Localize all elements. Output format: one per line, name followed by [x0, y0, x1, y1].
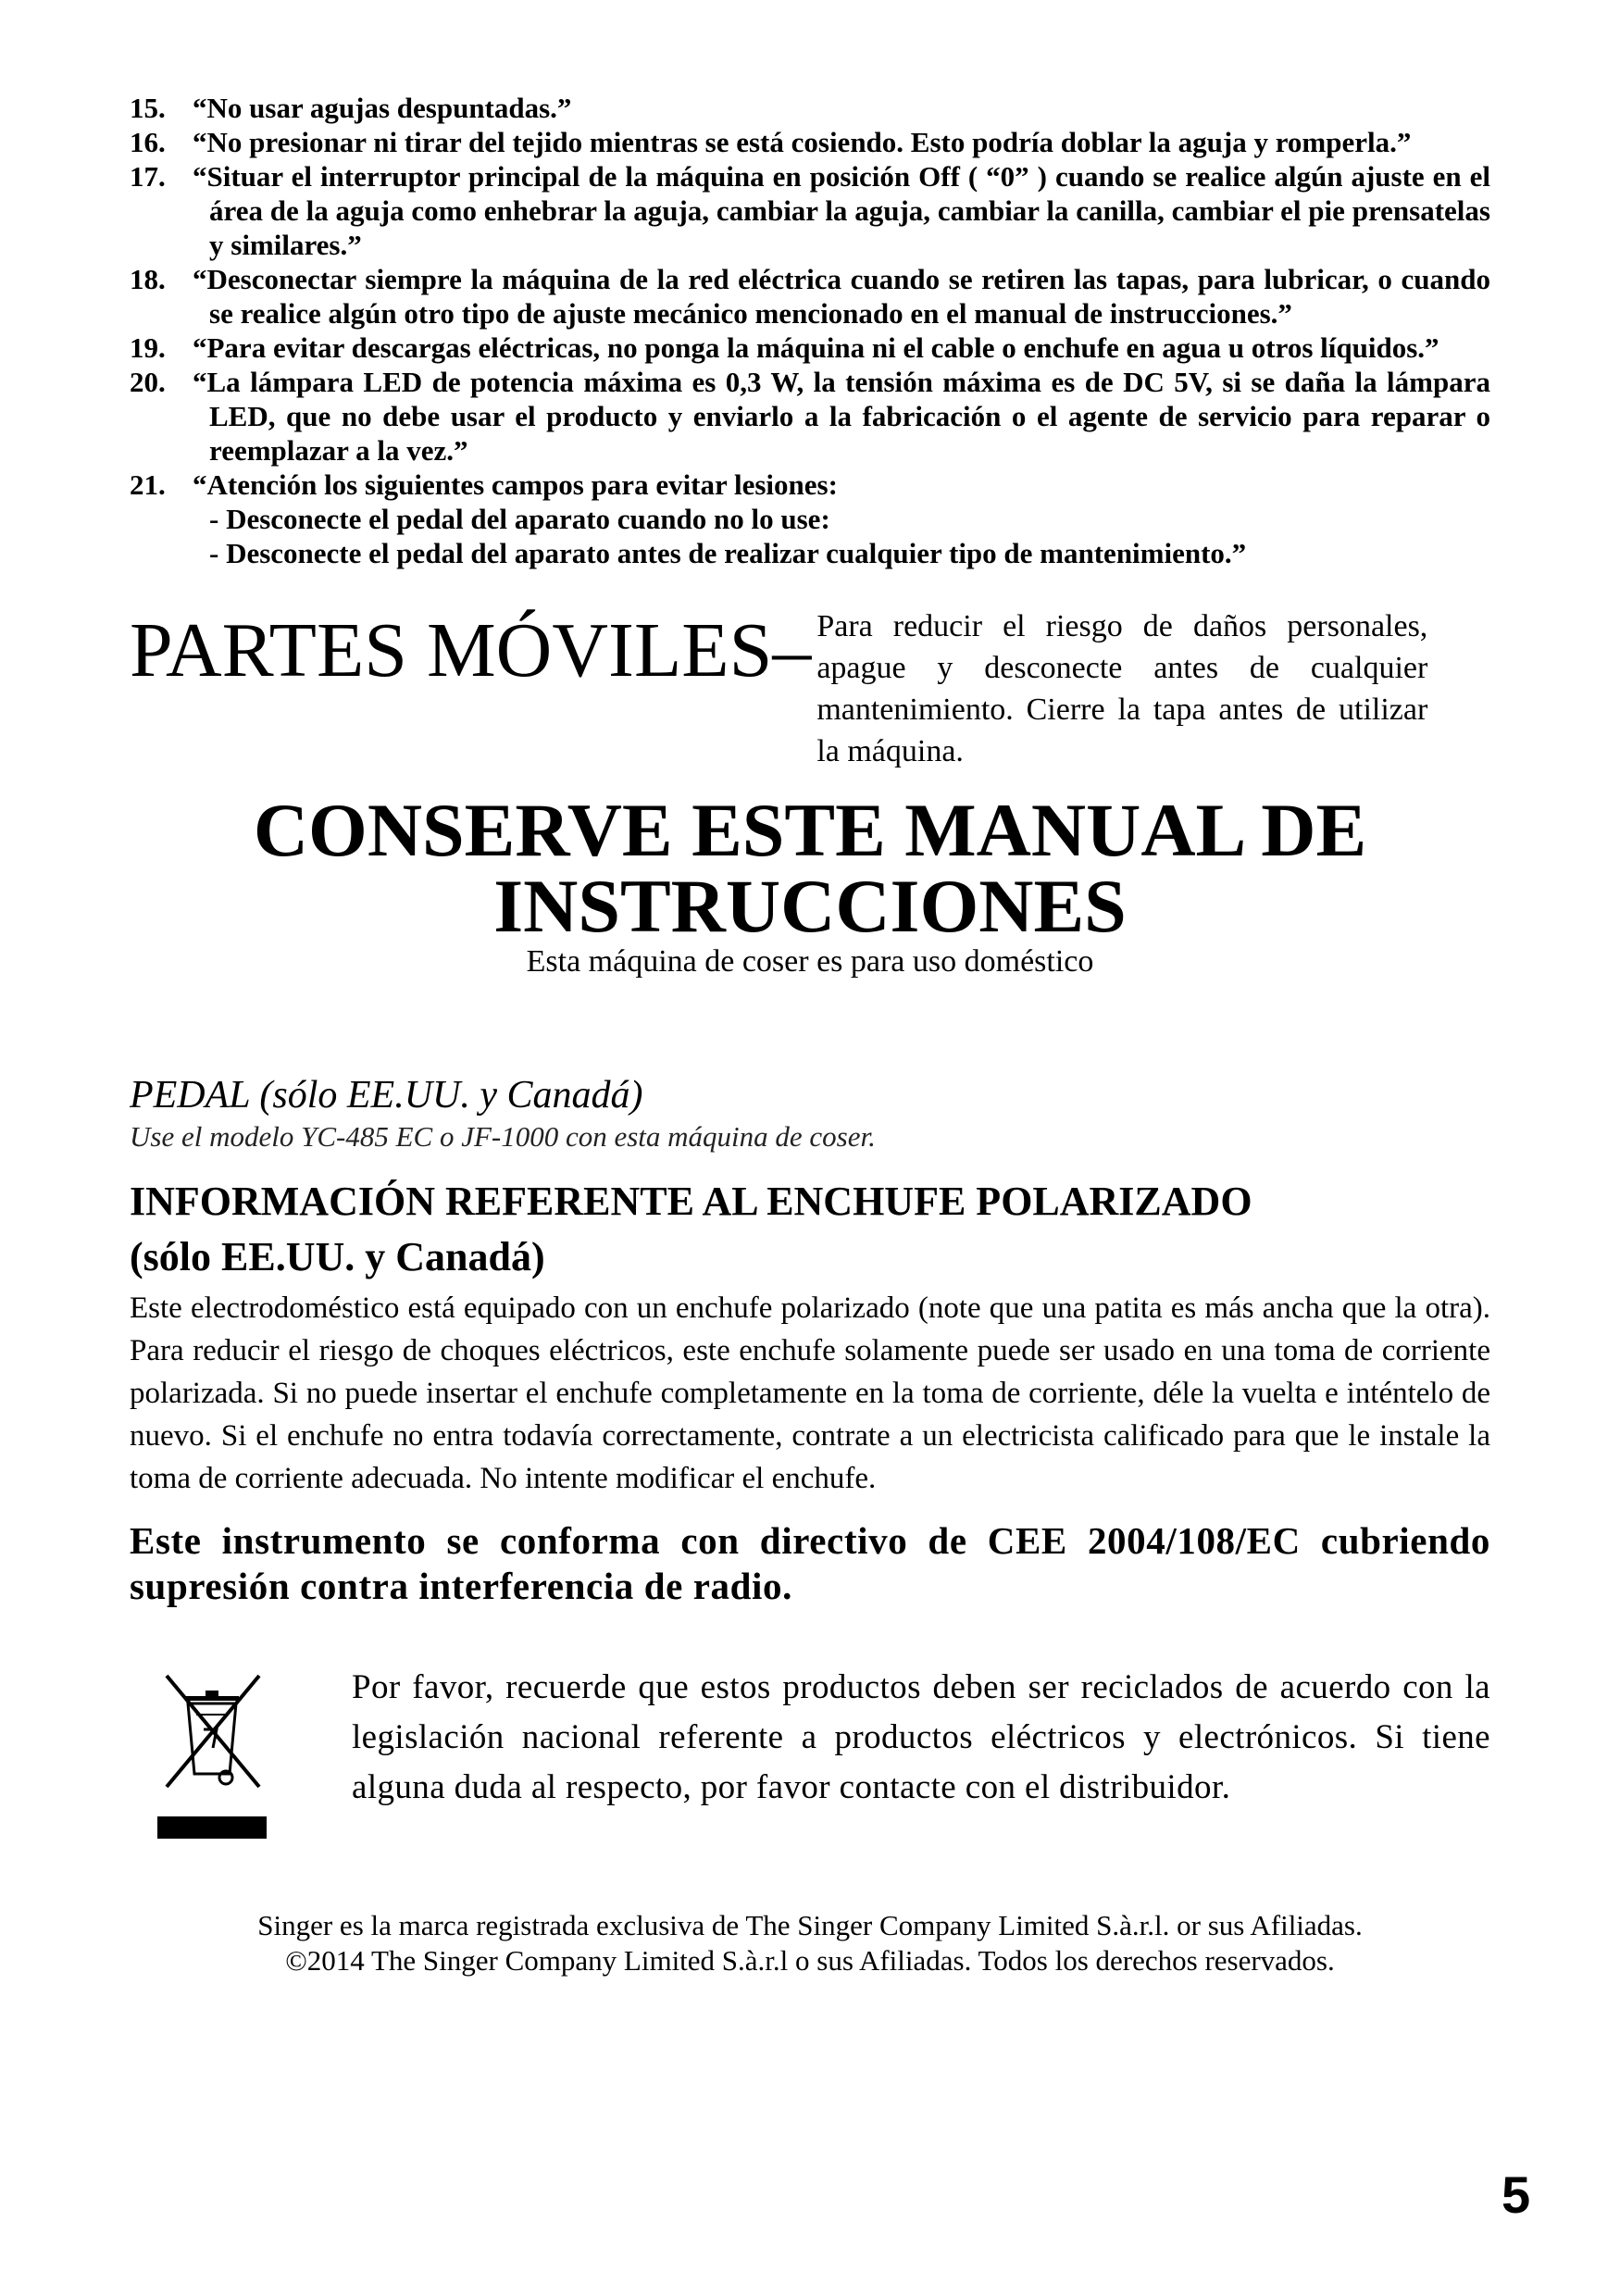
item-number: 20. [130, 366, 166, 398]
item-subline: - Desconecte el pedal del aparato antes de realizar cualquier tipo de mantenimiento.” [209, 537, 1247, 569]
directive-text: Este instrumento se conforma con directivo de CEE 2004/108/EC cubriendo supresión contra interferencia de radio. [130, 1519, 1490, 1607]
plug-title [130, 1174, 1490, 1285]
safety-item [130, 159, 1490, 262]
safety-item [130, 262, 1490, 331]
item-subline: - Desconecte el pedal del aparato cuando no lo use: [209, 503, 830, 535]
pedal-title: PEDAL (sólo EE.UU. y Canadá) [130, 1074, 643, 1117]
item-number: 21. [130, 468, 166, 501]
plug-text: Este electrodoméstico está equipado con un enchufe polarizado (note que una patita es más ancha que la otra). Para reducir el riesgo de choques eléctricos, este enchufe solamente puede ser usado en una toma de corriente polarizada. Si no puede insertar el enchufe completamente en la toma de corriente, déle la vuelta e inténtelo de nuevo. Si el enchufe no entra todavía correctamente, contrate a un electricista calificado para que le instale la toma de corriente adecuada. No intente modificar el enchufe. [130, 1292, 1490, 1495]
item-number: 18. [130, 263, 166, 295]
item-text: “La lámpara LED de potencia máxima es 0,3 W, la tensión máxima es de DC 5V, si se daña la lámpara LED, que no debe usar el producto y enviarlo a la fabricación o el agente de servicio para reparar o reemplazar a la vez.” [193, 366, 1490, 467]
moving-parts-section [130, 605, 1490, 772]
safety-item [130, 365, 1490, 468]
page-number: 5 [1502, 2165, 1531, 2224]
item-text: “No presionar ni tirar del tejido mientras se está cosiendo. Esto podría doblar la aguja y romperla.” [193, 126, 1412, 158]
plug-title-line2: (sólo EE.UU. y Canadá) [130, 1234, 545, 1279]
item-number: 16. [130, 126, 166, 158]
moving-parts-text: Para reducir el riesgo de daños personales, apague y desconecte antes de cualquier mantenimiento. Cierre la tapa antes de utilizar la máquina. [816, 609, 1428, 768]
footer [130, 1908, 1490, 1978]
safety-item [130, 331, 1490, 365]
plug-title-line1: INFORMACIÓN REFERENTE AL ENCHUFE POLARIZADO [130, 1179, 1252, 1224]
conserve-title-line2: INSTRUCCIONES [493, 864, 1127, 948]
footer-line2: ©2014 The Singer Company Limited S.à.r.l o sus Afiliadas. Todos los derechos reservados. [285, 1944, 1335, 1977]
item-text: “No usar agujas despuntadas.” [193, 92, 572, 124]
item-text: “Para evitar descargas eléctricas, no ponga la máquina ni el cable o enchufe en agua u otros líquidos.” [193, 331, 1439, 364]
safety-list [130, 91, 1490, 570]
safety-item [130, 91, 1490, 125]
crossed-out-wheelie-bin-icon [157, 1663, 268, 1853]
conserve-manual-section [130, 788, 1490, 980]
safety-item [130, 468, 1490, 570]
manual-page [130, 91, 1490, 1978]
recycle-section [130, 1663, 1490, 1853]
household-use-note: Esta máquina de coser es para uso doméstico [526, 944, 1094, 979]
conserve-title-line1: CONSERVE ESTE MANUAL DE [253, 788, 1367, 872]
item-text: “Desconectar siempre la máquina de la red eléctrica cuando se retiren las tapas, para lubricar, o cuando se realice algún otro tipo de ajuste mecánico mencionado en el manual de instrucciones.” [193, 263, 1490, 330]
item-text [193, 468, 1490, 570]
item-number: 19. [130, 331, 166, 364]
recycle-text: Por favor, recuerde que estos productos deben ser reciclados de acuerdo con la legislación nacional referente a productos eléctricos y electrónicos. Si tiene alguna duda al respecto, por favor contacte con el distribuidor. [352, 1668, 1490, 1806]
item-number: 17. [130, 160, 166, 193]
moving-parts-title: PARTES MÓVILES– [130, 607, 812, 693]
item-text: “Situar el interruptor principal de la máquina en posición Off ( “0” ) cuando se realice algún ajuste en el área de la aguja como enhebrar la aguja, cambiar la aguja, cambiar la canilla, cambiar el pie prensatelas y similares.” [193, 160, 1490, 261]
item-number: 15. [130, 92, 166, 124]
item-line: “Atención los siguientes campos para evitar lesiones: [193, 468, 838, 501]
pedal-text: Use el modelo YC-485 EC o JF-1000 con esta máquina de coser. [130, 1120, 876, 1153]
footer-line1: Singer es la marca registrada exclusiva de The Singer Company Limited S.à.r.l. or sus Afiliadas. [257, 1909, 1363, 1941]
safety-item [130, 125, 1490, 159]
